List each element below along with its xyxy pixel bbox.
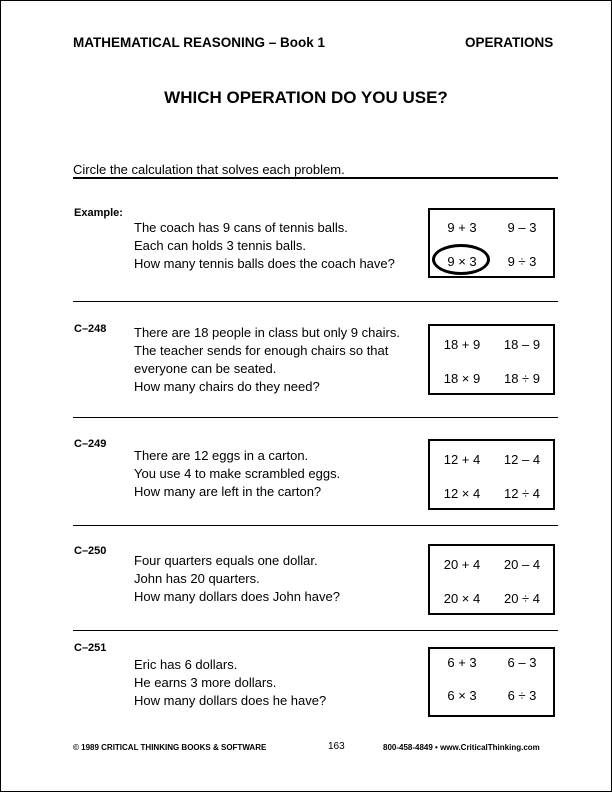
section-header: OPERATIONS [465,35,554,50]
option[interactable]: 12 – 4 [503,452,541,467]
option[interactable]: 20 ÷ 4 [503,591,541,606]
option[interactable]: 9 – 3 [507,220,537,235]
problem-text [134,219,395,273]
problem-line: How many tennis balls does the coach have? [134,256,395,271]
instruction-underline [73,177,558,179]
problem-line: Each can holds 3 tennis balls. [134,238,306,253]
problem-line: You use 4 to make scrambled eggs. [134,466,341,481]
problem-line: The teacher sends for enough chairs so that [134,343,389,358]
option[interactable]: 18 ÷ 9 [503,371,541,386]
options-box [428,544,555,615]
problem-line: How many dollars does he have? [134,693,327,708]
divider [73,525,558,526]
instruction-text: Circle the calculation that solves each problem. [73,162,345,177]
problem-label: C–251 [74,642,107,654]
option[interactable]: 6 × 3 [447,688,477,703]
problem-label: Example: [74,207,123,219]
answer-circle [432,244,490,275]
option[interactable]: 18 – 9 [503,337,541,352]
option[interactable]: 12 × 4 [443,486,481,501]
problem-label: C–250 [74,545,107,557]
problem-line: There are 18 people in class but only 9 chairs. [134,325,400,340]
problem-line: How many are left in the carton? [134,484,322,499]
option[interactable]: 6 ÷ 3 [507,688,537,703]
options-box [428,647,555,717]
problem-line: everyone can be seated. [134,361,277,376]
option[interactable]: 12 + 4 [443,452,481,467]
copyright-text: © 1989 CRITICAL THINKING BOOKS & SOFTWARE [73,743,267,752]
option[interactable]: 9 × 3 [447,254,477,269]
problem-text [134,324,400,396]
option[interactable]: 20 × 4 [443,591,481,606]
options-box [428,439,555,510]
option[interactable]: 12 ÷ 4 [503,486,541,501]
contact-info: 800-458-4849 • www.CriticalThinking.com [383,743,540,752]
problem-text [134,447,340,501]
problem-line: John has 20 quarters. [134,571,260,586]
problem-label: C–248 [74,323,107,335]
page-number: 163 [328,741,345,752]
option[interactable]: 20 – 4 [503,557,541,572]
problem-line: How many chairs do they need? [134,379,320,394]
problem-text [134,552,340,606]
divider [73,630,558,631]
option[interactable]: 6 + 3 [447,655,477,670]
problem-line: There are 12 eggs in a carton. [134,448,309,463]
page-title: WHICH OPERATION DO YOU USE? [164,88,448,107]
book-title-header: MATHEMATICAL REASONING – Book 1 [73,35,326,50]
divider [73,301,558,302]
options-box [428,324,555,395]
divider [73,417,558,418]
problem-line: Eric has 6 dollars. [134,657,238,672]
problem-text [134,656,326,710]
problem-line: He earns 3 more dollars. [134,675,277,690]
option[interactable]: 9 + 3 [447,220,477,235]
option[interactable]: 20 + 4 [443,557,481,572]
problem-line: The coach has 9 cans of tennis balls. [134,220,348,235]
option[interactable]: 18 + 9 [443,337,481,352]
option[interactable]: 9 ÷ 3 [507,254,537,269]
option[interactable]: 18 × 9 [443,371,481,386]
option[interactable]: 6 – 3 [507,655,537,670]
problem-label: C–249 [74,438,107,450]
problem-line: Four quarters equals one dollar. [134,553,318,568]
problem-line: How many dollars does John have? [134,589,340,604]
